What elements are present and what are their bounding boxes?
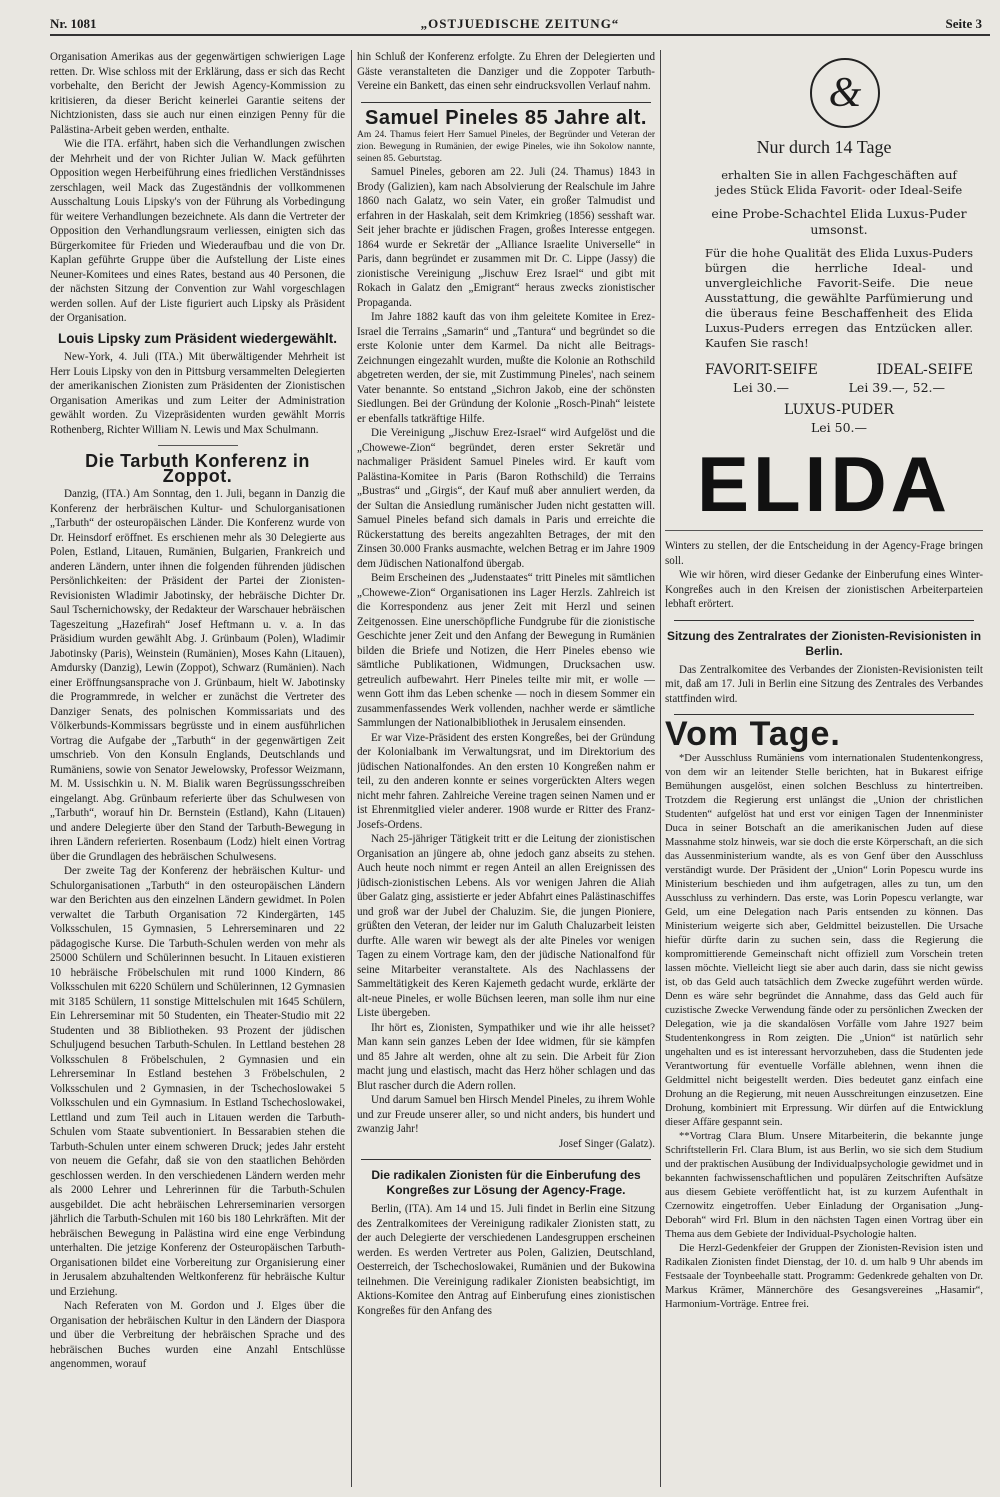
article-paragraph: Berlin, (ITA). Am 14 und 15. Juli findet in Berlin eine Sitzung des Zentralkomitees der Vereinigung radikaler Zionisten statt, zu der auch Delegierte der verschiedenen Landesgruppen erscheinen werden. Es werden Vertreter aus Polen, Galizien, Deutschland, Oesterreich, der Tschechoslowakei, Rumänien und der Bukowina teilnehmen. Die Vereinigung radikaler Zionisten beabsichtigt, im Aktions-Komitee den Antrag auf Einberufung eines zionistischen Kongreßes für den Anfang des [357,1203,655,1317]
price-favorit: Lei 30.— [733,380,790,395]
article-paragraph: Der zweite Tag der Konferenz der hebräischen Kultur- und Schulorganisationen „Tarbuth“ in den osteuropäischen Ländern war den Berichten aus den einzelnen Ländern gewidmet. In Polen verwaltet die Tarbuth Organisation 72 Kindergärten, 145 Volksschulen, 15 Gymnasien, 5 Lehrerseminaren und 22 pädagogische Kurse. Die Tarbuth-Schulen werden von mehr als 25000 Schülern und Schülerinnen besucht. In Litauen existieren 10 hebräische Fröbelschulen mit rund 1000 Kindern, 86 Volksschulen mit 6220 Schülern und Schülerinnen, 12 Gymnasien mit 3185 Schülern, 11 sonstige Mittelschulen mit 1645 Schülern, Ein Lehrerseminar mit 50 Studenten, ein Theater-Studio mit 22 Studenten und 38 Bibliotheken. 93 Prozent der jüdischen Schuljugend besuchen Tarbuth-Schulen. In Lettland bestehen 28 Volksschulen 8 Fröbelschulen, 2 Gymnasien und ein Lehrerseminar In Estland bestehen 3 Fröbelschulen, 2 Volksschulen und 2 Gymnasien, in der Tschechoslowakei 5 Volksschulen und ein Gymnasium. In Estland Tschechoslowakei, Lettland und zum Teil auch in Litauen werden die Tarbuth-Schulen vom Staate subventioniert. In Bessarabien stehen die Tarbuth-Schulen unter einem schweren Druck; jedes Jahr ersteht von neuem die Gefahr, daß sie von den staatlichen Behörden geschlossen werden. In den verschiedenen Ländern werden mehr als 2000 Lehrer und Lehrerinnen für die Tarbuth-Schulen ausgebildet. Die acht hebräischen Lehrerseminarien versorgen jährlich die Tarbuth-Schulen mit 160 bis 180 Lehrkräften. Mit der hebräischen Bewegung in Palästina wird eine enge Verbindung unterhalten. Die jetzige Konferenz der Osteuropäischen Tarbuth-Organisationen bildet eine Vorbereitung zur Organisierung einer in Jerusalem abzuhaltenden Weltkonferenz für hebräische Kultur und Erziehung. [50,865,345,1298]
article-lead: Am 24. Thamus feiert Herr Samuel Pineles, der Begründer und Veteran der zion. Bewegung in Rumänien, der ewige Pineles, wie ihn Sokolow nannte, seinen 85. Geburtstag. [357,130,655,164]
elida-advertisement [665,50,983,531]
elida-brand-wordmark: ELIDA [697,440,951,528]
separator [674,620,974,621]
article-paragraph: hin Schluß der Konferenz erfolgte. Zu Ehren der Delegierten und Gäste veranstalteten die Danziger und die Zoppoter Tarbuth-Vereine ein Bankett, das einen sehr eindrucksvollen Verlauf nahm. [357,51,655,92]
article-paragraph: Die Herzl-Gedenkfeier der Gruppen der Zionisten-Revision isten und Radikalen Zionisten findet Dienstag, der 10. d. um halb 9 Uhr abends im Festsaale der Toynbeehalle statt. Programm: Gedenkrede gehalten von Dr. Markus Krämer, Männerchöre des Gesangsvereines „Hasamir“, Harmonium-Vorträge. Entree frei. [665,1242,983,1310]
article-paragraph: Ihr hört es, Zionisten, Sympathiker und wie ihr alle heisset? Man kann sein ganzes Leben der Idee widmen, für sie kämpfen und 85 Jahre alt werden, ohne alt zu sein. Die Arbeit für Zion macht jung und elastisch, macht das Herz höher schlagen und das Blut rascher durch die Adern rollen. [357,1021,655,1092]
article-paragraph: Samuel Pineles, geboren am 22. Juli (24. Thamus) 1843 in Brody (Galizien), kam nach Absolvierung der Realschule im Jahre 1860 nach Galatz, wo sein Vater, ein großer Talmudist und erfahren in der Haskalah, seit dem Krimkrieg (1856) sesshaft war. Seit jeher brachte er jüdischen Fragen, großes Interesse entgegen. 1864 wurde er Sekretär der „Alliance Israelite Universelle“ in Paris, dann begründet er zusammen mit Dr. C. Lippe (Jassy) die zionistische Vereinigung „Jischuw Erez Israel“ und gibt mit Rokach in Galatz den „Emigrant“ heraus zwecks zionistischer Propaganda. [357,166,655,309]
article-paragraph: **Vortrag Clara Blum. Unsere Mitarbeiterin, die bekannte junge Schriftstellerin Frl. Clara Blum, ist aus Berlin, wo sie sich dem Studium und der praktischen Ausübung der Individualpsychologie gewidmet und in bekannten fachwissenschaftlichen und populären Zeitschriften Aufsätze aus diesem Gebiete veröffentlicht hat, ist zu kurzem Aufenthalt in Czernowitz eingetroffen. Ueber Einladung der Organisation „Jung-Deborah“ wird Frl. Blum in den nächsten Tagen einen Vortrag über ein Thema aus dem Gebiete der Individual-Psychologie halten. [665,1130,983,1240]
section-heading-vom-tage: Vom Tage. [665,715,841,753]
page-header [50,10,990,36]
product-luxus: LUXUS-PUDER [784,402,894,418]
column-2 [357,50,655,1489]
ad-text: Für die hohe Qualität des Elida Luxus-Puders bürgen die herrliche Ideal- und unvergleichliche Favorit-Seife. Die neue Ausstattung, die gewählte Parfümierung und die überaus feine Beschaffenheit des Elida Luxus-Puders erregen das Entzücken aller. Kaufen Sie rasch! [705,246,973,350]
separator [361,1159,651,1160]
article-paragraph: Organisation Amerikas aus der gegenwärtigen schwierigen Lage retten. Dr. Wise schloss mit der Erklärung, dass er sich das Recht vorbehalte, den Bericht der Jewish Agency-Kommission zu kritisieren, da dieser Bericht keinerlei Garantie seitens der Nichtzionisten, dass sie auch nur einen einzigen Penny für die Palästina-Arbeit geben werden, enthalte. [50,51,345,136]
article-paragraph: Winters zu stellen, der die Entscheidung in der Agency-Frage bringen soll. [665,540,983,567]
headline-pineles: Samuel Pineles 85 Jahre alt. [365,106,647,129]
issue-number: Nr. 1081 [50,16,97,31]
ad-price-list [705,362,973,436]
article-paragraph: Nach 25-jähriger Tätigkeit tritt er die Leitung der zionistischen Organisation an jüngere ab, ohne jedoch ganz abseits zu stehen. Auch heute noch nimmt er regen Anteil an allen Ereignissen des jüdisch-zionistischen Lebens. Als vor wenigen Jahren die Aliah über Galatz ging, assistierte er jeder Abfahrt eines Palästinaschiffes und groß war der Jubel der Chaluzim. Sie, die jungen Pioniere, grüßten den Veteran, der leider nur im Galuth Chaluzarbeit leisten durfte. Alle waren wir bewegt als der alte Pineles vor wenigen Tagen zu einem Vortrage kam, den der jüdische Nationalfond für seine Mitarbeiter veranstaltete. Als des Nachlassens der Sammeltätigkeit des Keren Kajemeth gedacht wurde, erklärte der alt-neue Pineles, er wolle Büchsen leeren, man solle ihm nur eine Liste übergeben. [357,833,655,1019]
headline-tarbuth: Die Tarbuth Konferenz in Zoppot. [85,451,310,486]
article-paragraph: Und darum Samuel ben Hirsch Mendel Pineles, zu ihrem Wohle und zur Freude unserer aller, so und nicht anders, bis hundert und zwanzig Jahr! [357,1094,655,1135]
ad-text: erhalten Sie in allen Fachgeschäften auf jedes Stück Elida Favorit- oder Ideal-Seife [715,168,963,197]
price-luxus: Lei 50.— [810,420,868,435]
separator [158,445,238,446]
article-paragraph: Beim Erscheinen des „Judenstaates“ tritt Pineles mit sämtlichen „Chowewe-Zion“ Organisationen ins Lager Herzls. Zahlreich ist die Korrespondenz aus jener Zeit mit Herzl und seinen Zeitgenossen. Eine unerschöpfliche Fundgrube für die zionistische Geschichte jener Zeit und den Anfang der Bewegung in Rumänien bilden die Briefe und Notizen, die Herr Pineles ebenso wie sämtliche Publikationen, Widmungen, Drucksachen usw. getreulich aufbewahrt. Herr Pineles teilte mir mit, er wolle — wenn Gott ihm das Leben schenke — noch in diesem Sommer ein zusammenfassendes Werk vollenden, nachher werde er sämtliche Sammlungen der Nationalbibliothek in Jerusalem einsenden. [357,572,655,729]
elida-logo: & [810,58,880,128]
price-ideal: Lei 39.—, 52.— [848,380,945,395]
author-signature: Josef Singer (Galatz). [558,1137,655,1150]
ad-text: eine Probe-Schachtel Elida Luxus-Puder umsonst. [711,206,967,237]
column-1 [50,50,345,1489]
newspaper-title: „OSTJUEDISCHE ZEITUNG“ [420,16,620,31]
article-paragraph: Das Zentralkomitee des Verbandes der Zionisten-Revisionisten teilt mit, daß am 17. Juli in Berlin eine Sitzung des Zentrales des Verbandes stattfinden wird. [665,663,983,705]
ad-title: Nur durch 14 Tage [756,137,892,157]
article-paragraph: Die Vereinigung „Jischuw Erez-Israel“ wird Aufgelöst und die „Chowewe-Zion“ begründet, deren erster Sekretär und nachmaliger Präsident Samuel Pineles wird. Er kauft vom Palästina-Komitee in Paris (Baron Rothschild) die Terrains „Bustras“ und „Girgis“, der Kauf muß aber annuliert werden, da der Sultan die Ansiedlung rumänischer Juden nicht gestatten will. Samuel Pineles befand sich damals in Paris und erreichte die Rückerstattung des bereits angezahlten Betrages, der mit den Zinsen 30.000 Franks ausmachte, welchen Betrag er im Jahre 1909 dem Jüdischen Nationalfond übergab. [357,427,655,570]
page-number: Seite 3 [945,16,982,31]
product-ideal: IDEAL-SEIFE [876,362,973,378]
headline-lipsky: Louis Lipsky zum Präsident wiedergewählt. [57,330,338,346]
product-favorit: FAVORIT-SEIFE [705,362,818,378]
article-paragraph: Nach Referaten von M. Gordon und J. Elges über die Organisation der hebräischen Kultur in den Ländern der Diaspora und über die Verbreitung der hebräischen Sprache und des hebräischen Buches wurden eine Anzahl Entschlüsse angenommen, worauf [50,1300,345,1370]
article-paragraph: New-York, 4. Juli (ITA.) Mit überwältigender Mehrheit ist Herr Louis Lipsky von den in Pittsburg versammelten Delegierten der amerikanischen Zionisten zum Präsidenten der Zionistischen Organisation Amerikas und zum Leiter der Administration gewählt worden. Zu Vizepräsidenten wurden gewählt Morris Rothenberg, Richter William N. Lewis und Max Schulmann. [50,351,345,436]
article-paragraph: *Der Ausschluss Rumäniens vom internationalen Studentenkongress, von dem wir an leitender Stelle berichten, hat in Bukarest eifrige Bemühungen ausgelöst, einen solchen Beschluss zu hintertreiben. Trotzdem die Regierung erst unlängst die „Union der christlichen Studenten“ aufgelöst hat und erst vor einigen Tagen der Innenminister Duca in seiner Botschaft an die amerikanischen Juden auf diese Massnahme stolz hinweis, war sie doch die erste Körperschaft, an die sich das Aussenministerium wandte, als es von Genf über den Ausschluss verständigt wurde. Der Präsident der „Union“ Lorin Popescu wurde ins Ministerium beschieden und ihm aufgetragen, alles zu tun, um den Ausschluss zu verhindern. Das erste, was Lorin Popescu verlangte, war Geld, um eine Delegation nach Paris entsenden zu können. Das Ministerium weigerte sich aber, Geldmittel beizustellen. Die Ursache hiefür dürfte darin zu suchen sein, dass die Regierung die kompromittierende Gemeinschaft nicht offiziell zum Vorschein treten lassen möchte. Vielleicht liegt sie aber auch darin, dass sie nicht gewiss ist, ob das Geld auch tatsächlich dem Zwecke zugeführt werden würde. Denn es wäre sehr begründet die Annahme, dass das Geld auch für cuzistische Zwecke Verwendung fände oder zu persönlichen Zwecken der Delegation, wie ja die skandalösen Vorfälle vom Jahre 1927 beim Studentenkongress in Rom zeigten. Die „Union“ ist natürlich sehr ungehalten und es ist interessant hervorzuheben, dass die Studenten jede Verantwortung für eventuelle Vorfälle ablehnen, wenn ihnen die Geldmittel nicht beigestellt werden. Dies bedeutet ganz einfach eine Drohung an die Regierung, mit neuen Ausschreitungen einzusetzen. Eine Drohung, kombiniert mit Erpressung. Wir dürfen auf die Entwicklung dieser Affäre gespannt sein. [665,752,983,1128]
article-paragraph: Danzig, (ITA.) Am Sonntag, den 1. Juli, begann in Danzig die Konferenz der herbräischen Kultur- und Schulorganisationen „Tarbuth“ der osteuropäischen Länder. Die Konferenz wurde von Dr. Heinsdorf eröffnet. Es erschienen mehr als 30 Delegierte aus Polen, Estland, Litauen, Rumänien, Bulgarien, Frankreich und anderen Ländern, unter ihnen die folgenden führenden jüdischen Persönlichkeiten: der Präsident der Partei der Zionisten-Revisionisten Wladimir Jabotinsky, der hebräische Dichter Dr. Saul Tschernichowsky, der Redakteur der Warschauer hebräischen Tageszeitung „Hazefirah“ Josef Heftmann u. v. a. In das Präsidium wurden gewählt Abg. J. Grünbaum (Polen), Wladimir Jabotinsky (Paris), Weinstein (Rumänien), Moses Kahn (Litauen), Amdursky (Danzig), Lewin (Zoppot), Schwarz (Rumänien). Nach einer Eröffnungsansprache von J. Grünbaum, hielt W. Jabotinsky die Programmrede, in welcher er zunächst die Vertreter des Danziger Senats, des polnischen Kommissariats und des Völkerbunds-Kommissars begrüsste und in einem ausführlichen Vortrag die Aufgabe der „Tarbuth“ in der gegenwärtigen Zeit umschrieb. Von den Konsuln Englands, Deutschlands und Rumäniens, sowie von Senator Jewelowsky, Professor Weizmann, M. M. Ussischkin u. N. M. Bialik waren Begrüssungsschreiben eingelangt. Abg. Grünbaum referierte über das Schulwesen von „Tarbuth“, worauf hin Dr. Bernstein (Estland), Kahn (Litauen) und andere Delegierte über den Stand der Tarbuth-Bewegung in ihren Ländern referierten. Rosenbaum (Lodz) hielt einen Vortrag über die Grundlagen des hebräischen Schulwesens. [50,488,345,863]
column-divider [660,50,661,1487]
column-3 [665,50,983,1489]
article-paragraph: Im Jahre 1882 kauft das von ihm geleitete Komitee in Erez-Israel die Terrains „Samarin“ und „Tantura“ und begründet so die erste Kolonie unter dem Karmel. Da nicht alle Beitrags-Zeichnungen eingezahlt wurden, mußte die Kolonie an Rothschild abgetreten werden, der sie, mit Zustimmung Pineles', nach seinem Vater benannte. So entstand „Sichron Jakob, eine der schönsten Siedlungen. Bei der Gründung der Kolonie „Rosch-Pinah“ leistete er ebenfalls tatkräftige Hilfe. [357,311,655,425]
column-divider [351,50,352,1487]
article-paragraph: Er war Vize-Präsident des ersten Kongreßes, bei der Gründung der Kolonialbank im Verwaltungsrat, und im Direktorium des jüdischen Nationalfondes. An den ersten 10 Kongreßen nahm er teil, zu den anderen konnte er seines vorgerückten Alters wegen nicht mehr fahren. Zahlreiche Vereine tragen seinen Namen und er ist Ehrenmitglied vieler anderer. 1908 wurde er Ritter des Franz-Josefs-Ordens. [357,731,655,831]
headline-radikale: Die radikalen Zionisten für die Einberufung des Kongreßes zur Lösung der Agency-Frage. [371,1168,641,1197]
headline-zentralrat: Sitzung des Zentralrates der Zionisten-Revisionisten in Berlin. [666,628,982,658]
article-paragraph: Wie die ITA. erfährt, haben sich die Verhandlungen zwischen der Mehrheit und der von Richter Julian W. Mack geführten Opposition wegen Herbeiführung eines friedlichen Verständnisses zerschlagen, weil Mack das Zugeständnis der vollkommenen Ausschaltung Louis Lipsky's von der Führung als Vorbedingung für weitere Verhandlungen bezeichnete. Als dann die Vertreter der Opposition den Verhandlungsraum verliessen, einigten sich das Bürgerkomitee für Frieden und Wiederaufbau und die von Dr. Kaplan geführte Gruppe über die Aufstellung der Liste eines Neuner-Komitees und eines Rates, bestand aus 40 Personen, die der nächsten Sitzung der Convention zur Wahl vorgeschlagen werden sollen. Auf der Liste figuriert auch Lipsky als Präsident der Organisation. [50,138,345,324]
article-paragraph: Wie wir hören, wird dieser Gedanke der Einberufung eines Winter-Kongreßes auch in den Kreisen der zionistischen Arbeiterparteien lebhaft erörtert. [665,569,983,610]
separator [361,102,651,103]
